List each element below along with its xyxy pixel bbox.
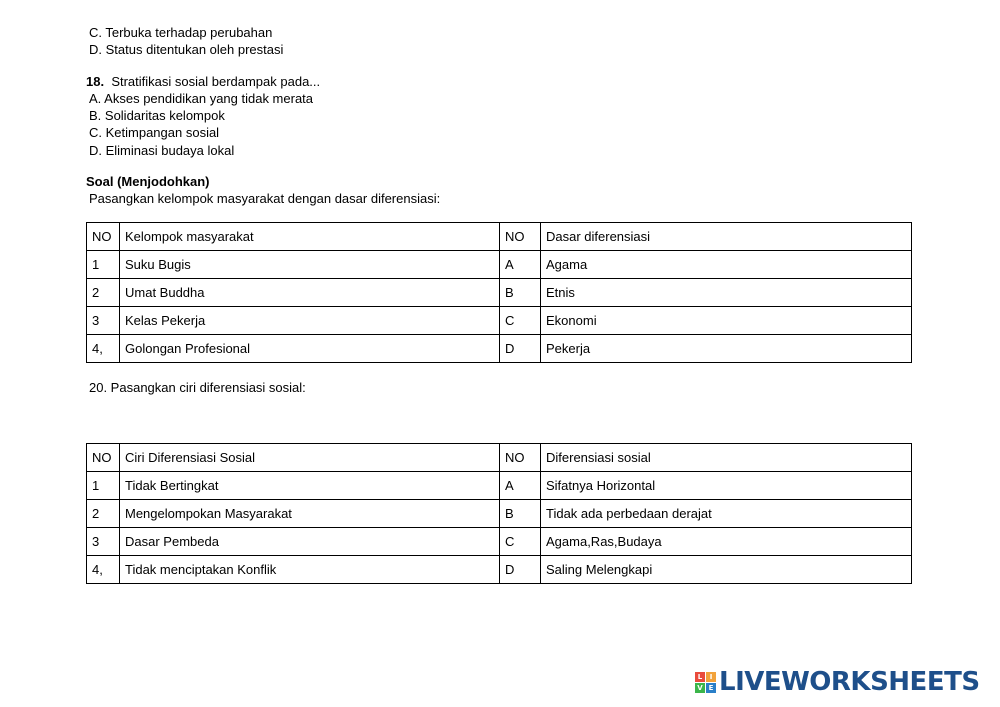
header-cell: NO	[500, 444, 541, 472]
matching-table-2	[86, 443, 912, 584]
option-c: C. Terbuka terhadap perubahan	[89, 25, 273, 40]
section-instruction: Pasangkan kelompok masyarakat dengan dasar diferensiasi:	[89, 191, 441, 206]
table-cell: 3	[87, 307, 120, 335]
matching-table-1	[86, 222, 912, 363]
liveworksheets-logo[interactable]	[695, 667, 980, 697]
table-cell: 4,	[87, 335, 120, 363]
table-cell: 1	[87, 251, 120, 279]
table-cell: 1	[87, 472, 120, 500]
header-cell: Ciri Diferensiasi Sosial	[120, 444, 500, 472]
q18-option-c: C. Ketimpangan sosial	[89, 125, 220, 140]
table-row	[87, 279, 912, 307]
question-number: 18.	[86, 74, 105, 89]
header-cell: NO	[500, 223, 541, 251]
table-cell: Golongan Profesional	[120, 335, 500, 363]
table-cell: Saling Melengkapi	[541, 556, 912, 584]
header-cell: NO	[87, 223, 120, 251]
table-cell: 2	[87, 500, 120, 528]
table-cell: Kelas Pekerja	[120, 307, 500, 335]
section-title: Soal (Menjodohkan)	[86, 174, 210, 189]
logo-tile: I	[706, 672, 716, 682]
table-header-row	[87, 444, 912, 472]
table-row	[87, 556, 912, 584]
table-cell: Sifatnya Horizontal	[541, 472, 912, 500]
option-d: D. Status ditentukan oleh prestasi	[89, 42, 284, 57]
table-row	[87, 500, 912, 528]
header-cell: Diferensiasi sosial	[541, 444, 912, 472]
table-cell: Agama	[541, 251, 912, 279]
table-cell: Tidak menciptakan Konflik	[120, 556, 500, 584]
table-cell: Dasar Pembeda	[120, 528, 500, 556]
table-cell: Tidak Bertingkat	[120, 472, 500, 500]
table-cell: 4,	[87, 556, 120, 584]
logo-tile: E	[706, 683, 716, 693]
table-cell: Ekonomi	[541, 307, 912, 335]
question-text: Stratifikasi sosial berdampak pada...	[111, 74, 321, 89]
logo-wordmark: LIVEWORKSHEETS	[719, 667, 980, 697]
question-18	[86, 74, 320, 90]
logo-icon	[695, 672, 716, 693]
table-row	[87, 307, 912, 335]
table-row	[87, 472, 912, 500]
question-20-instruction: 20. Pasangkan ciri diferensiasi sosial:	[89, 380, 306, 395]
table-cell: C	[500, 528, 541, 556]
table-cell: 3	[87, 528, 120, 556]
table-cell: Etnis	[541, 279, 912, 307]
table-cell: B	[500, 500, 541, 528]
q18-option-d: D. Eliminasi budaya lokal	[89, 143, 235, 158]
table-row	[87, 251, 912, 279]
table-cell: Agama,Ras,Budaya	[541, 528, 912, 556]
q18-option-b: B. Solidaritas kelompok	[89, 108, 225, 123]
table-header-row	[87, 223, 912, 251]
table-cell: A	[500, 251, 541, 279]
header-cell: Kelompok masyarakat	[120, 223, 500, 251]
table-cell: C	[500, 307, 541, 335]
table-cell: D	[500, 335, 541, 363]
logo-tile: V	[695, 683, 705, 693]
header-cell: Dasar diferensiasi	[541, 223, 912, 251]
table-cell: Pekerja	[541, 335, 912, 363]
table-cell: Umat Buddha	[120, 279, 500, 307]
table-cell: Suku Bugis	[120, 251, 500, 279]
table-row	[87, 335, 912, 363]
table-cell: 2	[87, 279, 120, 307]
table-row	[87, 528, 912, 556]
logo-tile: L	[695, 672, 705, 682]
table-cell: Tidak ada perbedaan derajat	[541, 500, 912, 528]
table-cell: B	[500, 279, 541, 307]
table-cell: D	[500, 556, 541, 584]
table-cell: A	[500, 472, 541, 500]
header-cell: NO	[87, 444, 120, 472]
q18-option-a: A. Akses pendidikan yang tidak merata	[89, 91, 314, 106]
table-cell: Mengelompokan Masyarakat	[120, 500, 500, 528]
